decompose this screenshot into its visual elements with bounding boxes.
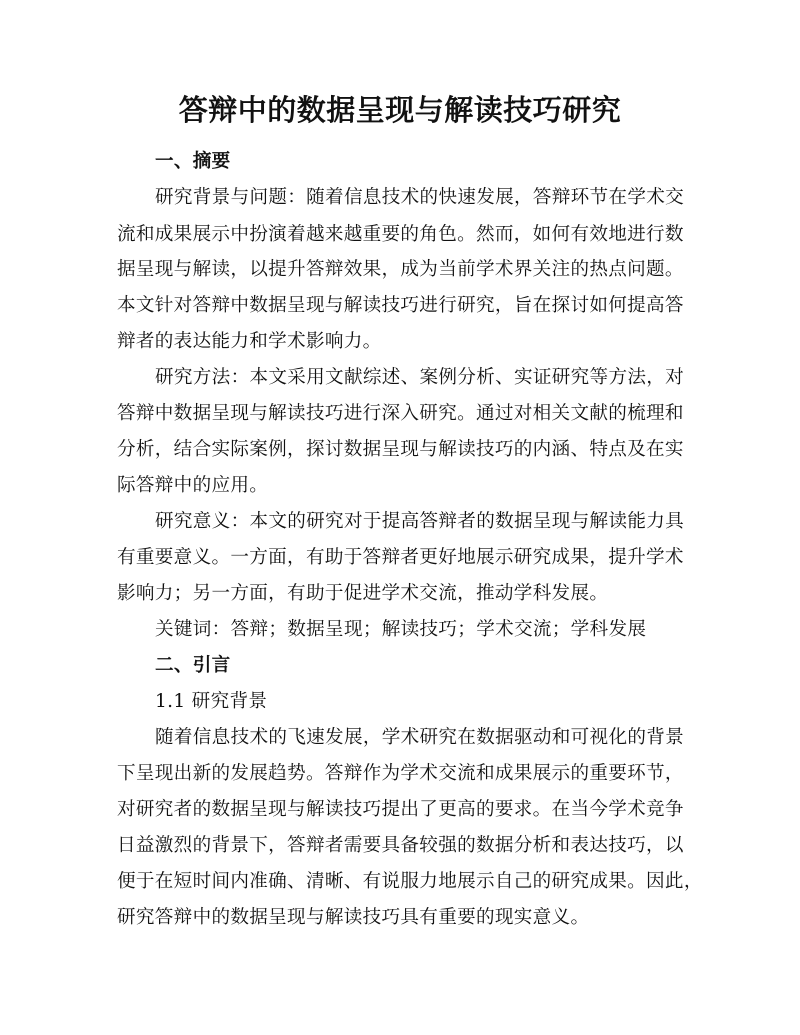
- paragraph-line: 流和成果展示中扮演着越来越重要的角色。然而，如何有效地进行数: [117, 224, 684, 245]
- paragraph-line: 下呈现出新的发展趋势。答辩作为学术交流和成果展示的重要环节，: [117, 763, 684, 784]
- keywords-line: 关键词：答辩；数据呈现；解读技巧；学术交流；学科发展: [155, 619, 647, 640]
- paragraph-line: 影响力；另一方面，有助于促进学术交流，推动学科发展。: [117, 583, 609, 604]
- paragraph-line: 分析，结合实际案例，探讨数据呈现与解读技巧的内涵、特点及在实: [117, 439, 684, 460]
- paragraph-line: 日益激烈的背景下，答辩者需要具备较强的数据分析和表达技巧，以: [117, 835, 684, 856]
- document-title: 答辩中的数据呈现与解读技巧研究: [178, 93, 622, 127]
- paragraph-line: 研究方法：本文采用文献综述、案例分析、实证研究等方法，对: [155, 367, 685, 388]
- paragraph-line: 本文针对答辩中数据呈现与解读技巧进行研究，旨在探讨如何提高答: [117, 295, 684, 316]
- section-heading-intro: 二、引言: [155, 655, 231, 676]
- paragraph-line: 研究意义：本文的研究对于提高答辩者的数据呈现与解读能力具: [155, 511, 685, 532]
- paragraph-line: 便于在短时间内准确、清晰、有说服力地展示自己的研究成果。因此，: [117, 871, 703, 892]
- paragraph-line: 际答辩中的应用。: [117, 475, 269, 496]
- paragraph-line: 据呈现与解读，以提升答辩效果，成为当前学术界关注的热点问题。: [117, 259, 684, 280]
- paragraph-line: 对研究者的数据呈现与解读技巧提出了更高的要求。在当今学术竞争: [117, 799, 684, 820]
- section-heading-abstract: 一、摘要: [155, 151, 231, 172]
- paragraph-line: 有重要意义。一方面，有助于答辩者更好地展示研究成果，提升学术: [117, 547, 684, 568]
- paragraph-line: 研究背景与问题：随着信息技术的快速发展，答辩环节在学术交: [155, 187, 685, 208]
- paragraph-line: 辩者的表达能力和学术影响力。: [117, 331, 382, 352]
- subsection-heading: 1.1 研究背景: [155, 691, 268, 712]
- paragraph-line: 答辩中数据呈现与解读技巧进行深入研究。通过对相关文献的梳理和: [117, 403, 684, 424]
- paragraph-line: 研究答辩中的数据呈现与解读技巧具有重要的现实意义。: [117, 907, 590, 928]
- paragraph-line: 随着信息技术的飞速发展，学术研究在数据驱动和可视化的背景: [155, 727, 685, 748]
